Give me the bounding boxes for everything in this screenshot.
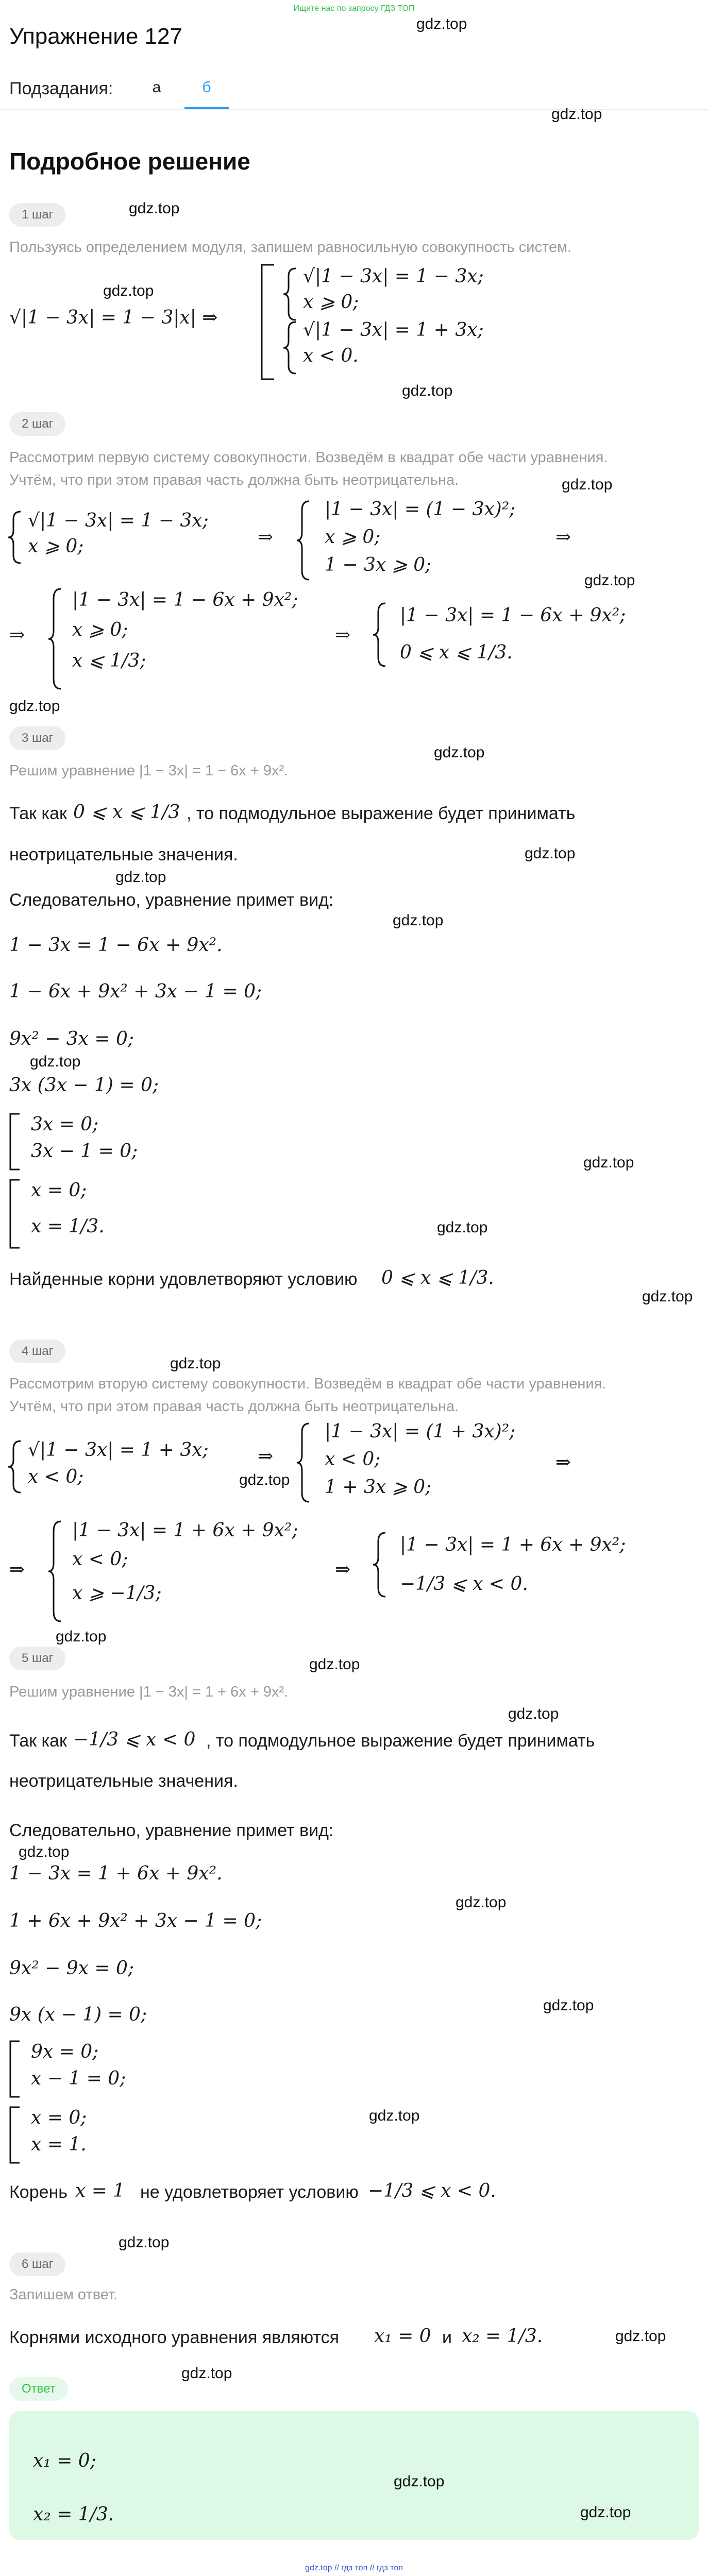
formula: 0 ⩽ x ⩽ 1/3 <box>73 802 180 823</box>
formula: x < 0; <box>72 1549 128 1570</box>
conclusion-prefix: Корень <box>9 2182 68 2202</box>
formula: √|1 − 3x| = 1 + 3x; <box>303 319 484 341</box>
formula: 0 ⩽ x ⩽ 1/3. <box>381 1267 494 1289</box>
since-line2: неотрицательные значения. <box>9 845 238 865</box>
brace <box>372 602 387 668</box>
step-text: Решим уравнение |1 − 3x| = 1 + 6x + 9x². <box>9 1684 289 1700</box>
step-text: Учтём, что при этом правая часть должна быть неотрицательна. <box>9 472 459 488</box>
therefore-text: Следовательно, уравнение примет вид: <box>9 1821 334 1840</box>
answer-line: x₁ = 0; <box>33 2450 96 2471</box>
formula: 1 − 3x = 1 − 6x + 9x². <box>9 935 223 956</box>
section-title: Подробное решение <box>9 148 250 175</box>
watermark: gdz.top <box>19 1843 70 1860</box>
watermark: gdz.top <box>437 1219 488 1236</box>
watermark: gdz.top <box>402 382 453 399</box>
step-text: Пользуясь определением модуля, запишем равносильную совокупность систем. <box>9 239 572 256</box>
bracket-square <box>7 2039 23 2099</box>
formula: √|1 − 3x| = 1 + 3x; <box>28 1439 209 1461</box>
formula: x < 0; <box>325 1449 381 1470</box>
watermark: gdz.top <box>129 200 180 217</box>
formula: 1 − 3x = 1 + 6x + 9x². <box>9 1863 223 1884</box>
step-badge: 3 шаг <box>9 726 65 750</box>
watermark: gdz.top <box>369 2107 420 2124</box>
watermark: gdz.top <box>416 15 467 32</box>
step-text: Рассмотрим первую систему совокупности. Возведём в квадрат обе части уравнения. <box>9 449 608 466</box>
watermark: gdz.top <box>642 1288 693 1305</box>
bracket-square <box>7 2105 23 2165</box>
step-text: Рассмотрим вторую систему совокупности. Возведём в квадрат обе части уравнения. <box>9 1376 606 1392</box>
bracket-square <box>7 1178 23 1250</box>
formula: |1 − 3x| = 1 + 6x + 9x²; <box>72 1520 298 1541</box>
answer-badge: Ответ <box>9 2377 68 2401</box>
formula: x ⩾ −1/3; <box>72 1583 162 1604</box>
formula: x < 0; <box>28 1466 84 1487</box>
arrow: ⇒ <box>258 1446 274 1467</box>
answer-text: Корнями исходного уравнения являются <box>9 2328 340 2347</box>
watermark: gdz.top <box>309 1656 360 1673</box>
step-badge: 5 шаг <box>9 1647 65 1670</box>
since-line2: неотрицательные значения. <box>9 1771 238 1791</box>
step-text: Решим уравнение |1 − 3x| = 1 − 6x + 9x². <box>9 762 289 779</box>
watermark: gdz.top <box>103 282 154 299</box>
watermark: gdz.top <box>56 1628 107 1645</box>
formula: x₂ = 1/3. <box>462 2326 543 2347</box>
watermark: gdz.top <box>115 869 166 886</box>
formula: x = 0; <box>31 1180 87 1201</box>
formula: x ⩾ 0; <box>72 619 128 640</box>
brace <box>372 1531 387 1598</box>
watermark: gdz.top <box>434 744 485 761</box>
formula: |1 − 3x| = (1 + 3x)²; <box>325 1421 516 1442</box>
watermark: gdz.top <box>239 1471 290 1488</box>
watermark: gdz.top <box>170 1355 221 1372</box>
formula: x ⩽ 1/3; <box>72 650 146 671</box>
watermark: gdz.top <box>393 912 444 929</box>
formula: 3x (3x − 1) = 0; <box>9 1075 159 1096</box>
since-suffix: , то подмодульное выражение будет принимать <box>206 1731 595 1751</box>
watermark: gdz.top <box>119 2234 170 2251</box>
formula: 1 − 3x ⩾ 0; <box>325 554 432 575</box>
formula: x ⩾ 0; <box>325 527 381 548</box>
formula: x < 0. <box>303 345 359 366</box>
arrow: ⇒ <box>555 1452 571 1473</box>
watermark: gdz.top <box>9 698 60 715</box>
step-text: Учтём, что при этом правая часть должна быть неотрицательна. <box>9 1398 459 1415</box>
watermark: gdz.top <box>394 2473 445 2490</box>
formula: |1 − 3x| = 1 − 6x + 9x²; <box>72 589 298 611</box>
formula: 9x (x − 1) = 0; <box>9 2004 147 2025</box>
brace <box>296 500 311 581</box>
formula: √|1 − 3x| = 1 − 3x; <box>28 510 209 531</box>
formula: 0 ⩽ x ⩽ 1/3. <box>400 642 513 663</box>
watermark: gdz.top <box>525 845 576 862</box>
formula: 1 − 6x + 9x² + 3x − 1 = 0; <box>9 981 262 1002</box>
formula: |1 − 3x| = 1 + 6x + 9x²; <box>400 1534 626 1555</box>
footer-links[interactable]: gdz.top // гдз топ // гдз топ <box>305 2564 403 2572</box>
conclusion-text: не удовлетворяет условию <box>140 2182 359 2202</box>
formula: 3x − 1 = 0; <box>31 1141 138 1162</box>
brace <box>47 587 63 690</box>
formula: 9x = 0; <box>31 2041 99 2062</box>
step-badge: 4 шаг <box>9 1340 65 1363</box>
formula: x₁ = 0 <box>374 2326 431 2347</box>
formula: 1 + 3x ⩾ 0; <box>325 1477 432 1498</box>
since-suffix: , то подмодульное выражение будет принимать <box>187 804 576 823</box>
formula: x = 0; <box>31 2107 87 2128</box>
watermark: gdz.top <box>584 572 635 589</box>
page-title: Упражнение 127 <box>9 24 182 49</box>
since-prefix: Так как <box>9 804 67 823</box>
watermark: gdz.top <box>543 1997 594 2014</box>
step-badge: 1 шаг <box>9 203 65 227</box>
conclusion-text: Найденные корни удовлетворяют условию <box>9 1269 358 1289</box>
formula: −1/3 ⩽ x < 0 <box>73 1729 196 1750</box>
therefore-text: Следовательно, уравнение примет вид: <box>9 890 334 910</box>
tab-a[interactable]: а <box>152 79 161 96</box>
arrow: ⇒ <box>335 624 351 646</box>
formula: −1/3 ⩽ x < 0. <box>400 1573 528 1595</box>
watermark: gdz.top <box>580 2504 631 2521</box>
watermark: gdz.top <box>456 1894 507 1911</box>
step-badge: 2 шаг <box>9 412 65 436</box>
step-text: Запишем ответ. <box>9 2286 118 2303</box>
brace <box>296 1422 311 1503</box>
formula: 9x² − 3x = 0; <box>9 1028 134 1049</box>
formula: −1/3 ⩽ x < 0. <box>368 2180 496 2201</box>
formula: |1 − 3x| = (1 − 3x)²; <box>325 499 516 520</box>
subtasks-label: Подзадания: <box>9 79 113 98</box>
watermark: gdz.top <box>583 1154 634 1171</box>
brace <box>282 267 298 321</box>
step-badge: 6 шаг <box>9 2252 65 2276</box>
formula: |1 − 3x| = 1 − 6x + 9x²; <box>400 605 626 626</box>
brace <box>47 1520 63 1623</box>
formula: 9x² − 9x = 0; <box>9 1958 134 1979</box>
watermark: gdz.top <box>551 106 602 123</box>
answer-line: x₂ = 1/3. <box>33 2504 114 2525</box>
arrow: ⇒ <box>9 1559 25 1580</box>
formula: x ⩾ 0; <box>303 292 359 313</box>
formula: x = 1. <box>31 2134 87 2155</box>
arrow: ⇒ <box>9 624 25 646</box>
formula: x − 1 = 0; <box>31 2068 126 2089</box>
formula: 1 + 6x + 9x² + 3x − 1 = 0; <box>9 1910 262 1931</box>
formula: 3x = 0; <box>31 1114 99 1135</box>
answer-and: и <box>442 2328 452 2347</box>
brace <box>282 320 298 375</box>
watermark: gdz.top <box>615 2328 666 2345</box>
watermark: gdz.top <box>181 2365 232 2382</box>
watermark: gdz.top <box>508 1705 559 1722</box>
brace <box>7 1439 23 1494</box>
arrow: ⇒ <box>258 527 274 548</box>
tab-b[interactable]: б <box>202 79 211 96</box>
formula: x = 1 <box>75 2180 125 2201</box>
arrow: ⇒ <box>555 527 571 548</box>
formula: x ⩾ 0; <box>28 536 84 557</box>
brace <box>7 510 23 565</box>
arrow: ⇒ <box>335 1559 351 1580</box>
top-banner[interactable]: Ищите нас по запросу ГДЗ ТОП <box>293 4 415 13</box>
formula: √|1 − 3x| = 1 − 3x; <box>303 266 484 287</box>
bracket-square <box>258 263 278 381</box>
watermark: gdz.top <box>562 476 613 493</box>
since-prefix: Так как <box>9 1731 67 1751</box>
formula: √|1 − 3x| = 1 − 3|x| ⇒ <box>9 307 218 328</box>
bracket-square <box>7 1112 23 1172</box>
watermark: gdz.top <box>30 1053 81 1070</box>
formula: x = 1/3. <box>31 1216 105 1237</box>
